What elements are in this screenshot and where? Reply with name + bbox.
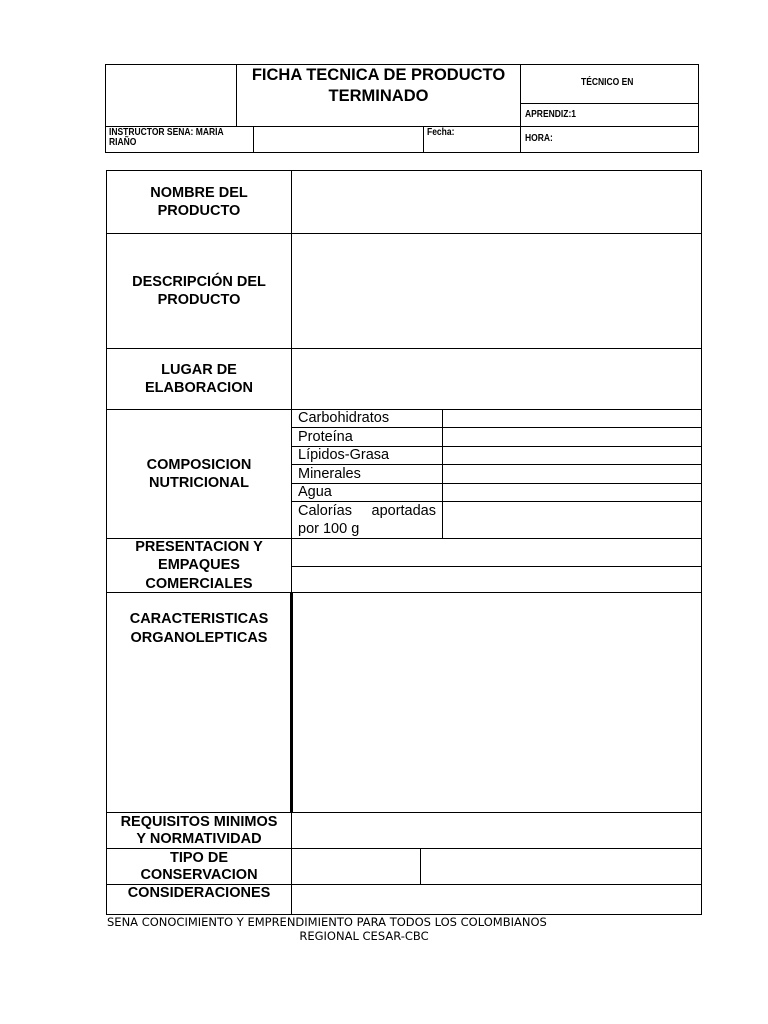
composicion-line-1: COMPOSICION xyxy=(146,456,252,473)
descripcion-line-2: PRODUCTO xyxy=(157,292,241,308)
nutrient-minerales: Minerales xyxy=(298,466,361,482)
descripcion-line-1: DESCRIPCIÓN DEL xyxy=(132,273,266,290)
header-divider xyxy=(520,64,521,153)
hora-field[interactable] xyxy=(560,127,698,152)
caracteristicas-line-2: ORGANOLEPTICAS xyxy=(130,629,268,646)
lugar-line-1: LUGAR DE xyxy=(161,361,237,378)
lugar-line-2: ELABORACION xyxy=(145,380,253,396)
descripcion-field[interactable] xyxy=(293,235,700,347)
consideraciones-field[interactable] xyxy=(293,886,700,914)
fecha-label: Fecha: xyxy=(427,127,455,138)
caracteristicas-line-1: CARACTERISTICAS xyxy=(129,611,269,627)
header-divider xyxy=(423,126,424,153)
lugar-label xyxy=(107,349,291,409)
logo-cell xyxy=(106,65,236,126)
nutrient-lipidos: Lípidos-Grasa xyxy=(298,447,390,463)
tipo-line-2: CONSERVACION xyxy=(140,866,258,883)
calorias-word-1: Calorías xyxy=(298,503,352,519)
calorias-line-1 xyxy=(298,502,436,520)
document-title xyxy=(237,65,520,107)
nutrient-carbohidratos: Carbohidratos xyxy=(298,410,390,426)
aprendiz-label: APRENDIZ:1 xyxy=(525,109,577,120)
calorias-word-2: aportadas xyxy=(371,503,436,519)
conservacion-divider xyxy=(420,848,421,884)
presentacion-label xyxy=(107,539,291,592)
lipidos-value[interactable] xyxy=(444,447,700,464)
agua-value[interactable] xyxy=(444,484,700,501)
nutrition-divider xyxy=(442,409,443,538)
requisitos-line-1: REQUISITOS MINIMOS xyxy=(120,813,278,830)
composicion-label xyxy=(107,410,291,538)
descripcion-label xyxy=(107,234,291,348)
tecnico-field[interactable] xyxy=(640,72,698,97)
nombre-label xyxy=(107,171,291,233)
instructor-field[interactable] xyxy=(254,127,422,152)
calorias-value[interactable] xyxy=(444,503,700,537)
carbohidratos-value[interactable] xyxy=(444,410,700,427)
instructor-line-2: RIAÑO xyxy=(109,137,137,148)
fecha-field[interactable] xyxy=(460,127,519,152)
presentacion-line-3: COMERCIALES xyxy=(145,575,253,592)
requisitos-field[interactable] xyxy=(293,814,700,847)
nutrient-calorias xyxy=(292,502,442,538)
caracteristicas-label xyxy=(107,610,291,648)
instructor-label xyxy=(109,128,224,148)
presentacion-field-2[interactable] xyxy=(293,567,700,592)
tecnico-label: TÉCNICO EN xyxy=(581,77,634,88)
nombre-line-2: PRODUCTO xyxy=(157,203,241,219)
title-line-1: FICHA TECNICA DE PRODUCTO xyxy=(251,66,506,84)
composicion-line-2: NUTRICIONAL xyxy=(149,475,249,491)
nutrient-agua: Agua xyxy=(298,484,332,500)
conservacion-field-2[interactable] xyxy=(422,850,700,883)
presentacion-line-2: EMPAQUES xyxy=(158,557,240,574)
lugar-field[interactable] xyxy=(293,350,700,408)
presentacion-field-1[interactable] xyxy=(293,540,700,566)
requisitos-label xyxy=(107,813,291,848)
footer-line-1: SENA CONOCIMIENTO Y EMPRENDIMIENTO PARA TODOS LOS COLOMBIANOS xyxy=(107,915,547,929)
consideraciones-label: CONSIDERACIONES xyxy=(127,885,271,901)
header-divider xyxy=(520,103,699,104)
proteina-value[interactable] xyxy=(444,429,700,446)
requisitos-line-2: Y NORMATIVIDAD xyxy=(136,830,262,847)
calorias-line-2: por 100 g xyxy=(298,521,360,537)
caracteristicas-field[interactable] xyxy=(294,594,700,811)
title-line-2: TERMINADO xyxy=(328,87,429,105)
conservacion-field-1[interactable] xyxy=(293,850,419,883)
nombre-field[interactable] xyxy=(293,172,700,232)
presentacion-line-1: PRESENTACION Y xyxy=(135,538,263,555)
tipo-line-1: TIPO DE xyxy=(169,849,228,866)
instructor-line-1: INSTRUCTOR SENA: MARÍA xyxy=(109,127,224,138)
nutrient-proteina: Proteína xyxy=(298,429,353,445)
tipo-conservacion-label xyxy=(107,849,291,884)
footer-line-2: REGIONAL CESAR-CBC xyxy=(299,929,429,943)
hora-label: HORA: xyxy=(525,133,553,144)
minerales-value[interactable] xyxy=(444,466,700,483)
nombre-line-1: NOMBRE DEL xyxy=(150,184,248,201)
